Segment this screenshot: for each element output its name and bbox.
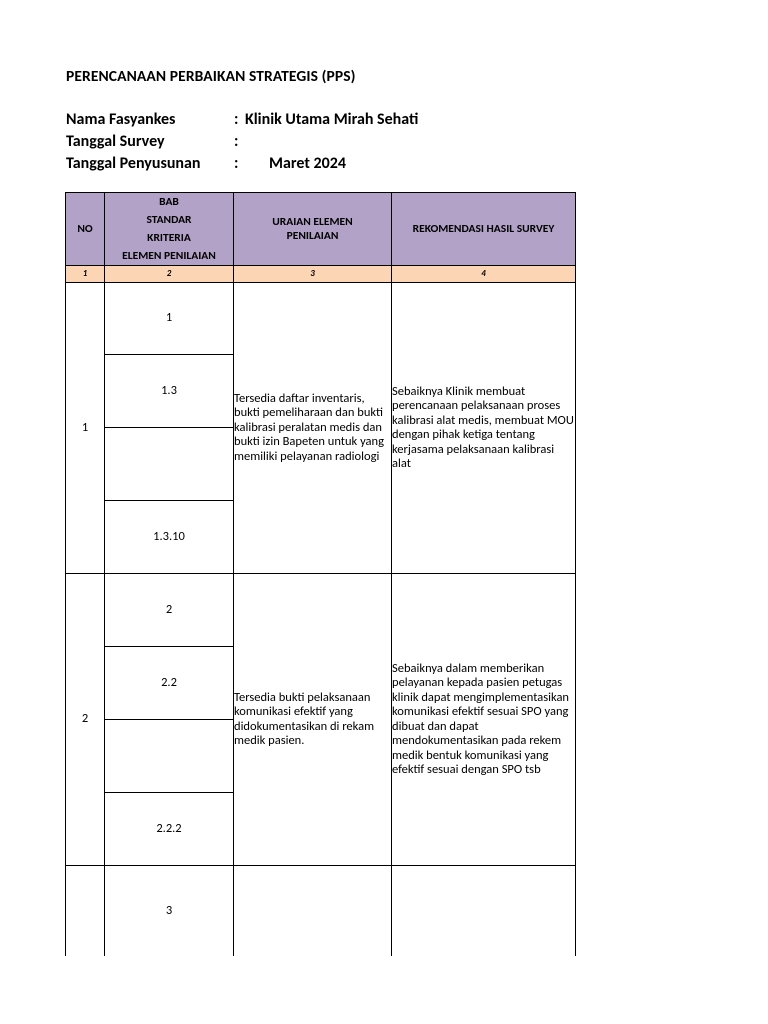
meta-colon: : [234, 110, 239, 129]
meta-colon: : [234, 132, 239, 151]
meta-label: Nama Fasyankes [66, 110, 176, 129]
bab-cell: 1.3 [105, 355, 234, 428]
rekomendasi-cell [392, 866, 576, 956]
bab-cell: 2 [105, 574, 234, 647]
rekomendasi-cell: Sebaiknya dalam memberikan pelayanan kepada pasien petugas klinik dapat mengimplementasikan komunikasi efektif sesuai SPO yang dibuat dan dapat mendokumentasikan pada rekem medik bentuk komunikasi yang efektif sesuai dengan SPO tsb [392, 574, 576, 866]
uraian-cell [234, 866, 392, 956]
rekomendasi-cell: Sebaiknya Klinik membuat perencanaan pelaksanaan proses kalibrasi alat medis, membuat MOU dengan pihak ketiga tentang kerjasama pelaksanaan kalibrasi alat [392, 283, 576, 574]
header-uraian-line: URAIAN ELEMEN [272, 215, 353, 229]
pps-table [65, 192, 576, 956]
meta-colon: : [234, 154, 239, 173]
column-number: 1 [66, 266, 105, 283]
header-bab-line: BAB [159, 195, 179, 209]
table-row [66, 574, 576, 647]
table-row [66, 283, 576, 355]
table-row [66, 866, 576, 956]
column-number: 3 [234, 266, 392, 283]
uraian-cell: Tersedia bukti pelaksanaan komunikasi efektif yang didokumentasikan di rekam medik pasien. [234, 574, 392, 866]
bab-cell: 2.2 [105, 647, 234, 720]
header-bab-line: STANDAR [146, 213, 192, 227]
row-no [66, 866, 105, 956]
header-no: NO [66, 193, 105, 266]
meta-label: Tanggal Survey [66, 132, 165, 151]
header-uraian [234, 193, 392, 266]
table-header-row [66, 193, 576, 266]
bab-cell: 2.2.2 [105, 793, 234, 866]
bab-cell [105, 720, 234, 793]
header-uraian-line: PENILAIAN [286, 229, 339, 243]
meta-value: Klinik Utama Mirah Sehati [245, 110, 419, 129]
row-no: 1 [66, 283, 105, 574]
column-number-row [66, 266, 576, 283]
meta-label: Tanggal Penyusunan [66, 154, 201, 173]
meta-value: Maret 2024 [269, 154, 346, 173]
column-number: 2 [105, 266, 234, 283]
header-bab-line: KRITERIA [147, 231, 191, 245]
row-no: 2 [66, 574, 105, 866]
header-rekomendasi: REKOMENDASI HASIL SURVEY [392, 193, 576, 266]
header-bab-line: ELEMEN PENILAIAN [122, 249, 216, 263]
uraian-cell: Tersedia daftar inventaris, bukti pemeliharaan dan bukti kalibrasi peralatan medis dan bukti izin Bapeten untuk yang memiliki pelayanan radiologi [234, 283, 392, 574]
bab-cell: 1 [105, 283, 234, 355]
header-bab [105, 193, 234, 266]
bab-cell [105, 428, 234, 501]
column-number: 4 [392, 266, 576, 283]
bab-cell: 3 [105, 866, 234, 956]
bab-cell: 1.3.10 [105, 501, 234, 574]
document-title: PERENCANAAN PERBAIKAN STRATEGIS (PPS) [66, 67, 356, 86]
